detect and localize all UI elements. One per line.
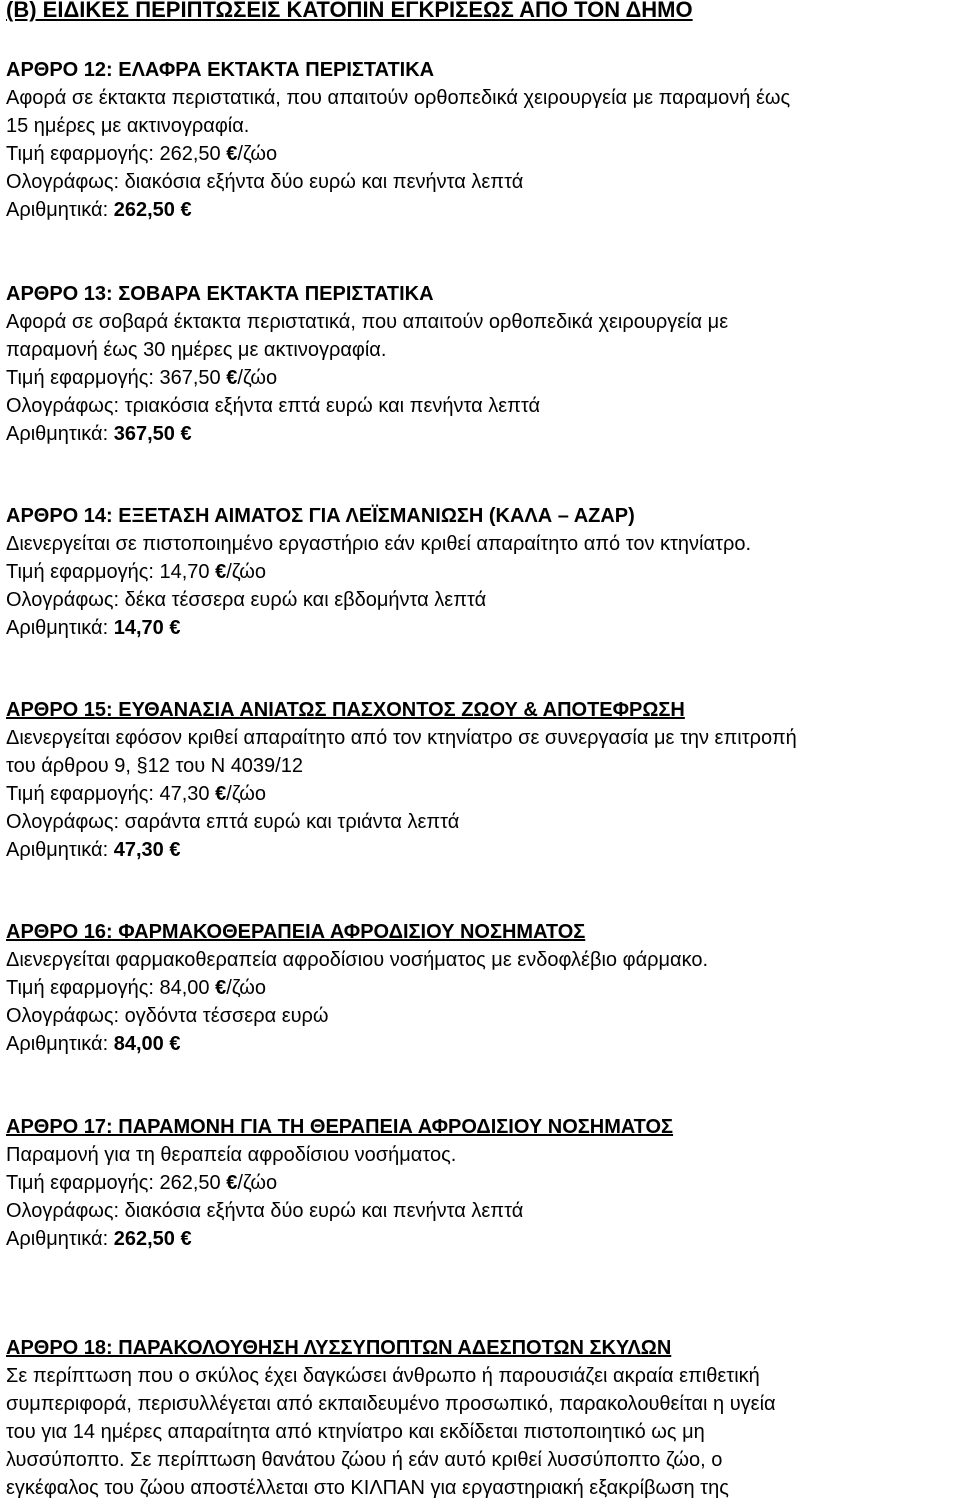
numeric-line (6, 614, 958, 642)
numeric-label: Αριθμητικά: (6, 1033, 109, 1055)
euro-sign: € (169, 1033, 181, 1055)
article-14 (6, 502, 958, 642)
euro-sign: € (226, 1172, 238, 1194)
numeric-line (6, 196, 958, 224)
euro-sign: € (215, 561, 227, 583)
article-18 (6, 1334, 958, 1502)
euro-sign: € (226, 367, 238, 389)
page-title: (Β) ΕΙΔΙΚΕΣ ΠΕΡΙΠΤΩΣΕΙΣ ΚΑΤΟΠΙΝ ΕΓΚΡΙΣΕΩΣ ΑΠΟ ΤΟΝ ΔΗΜΟ (6, 0, 693, 22)
price-line (6, 140, 958, 168)
numeric-label: Αριθμητικά: (6, 423, 109, 445)
euro-sign: € (180, 199, 192, 221)
article-description-line: Διενεργείται φαρμακοθεραπεία αφροδίσιου νοσήματος με ενδοφλέβιο φάρμακο. (6, 949, 709, 971)
numeric-line (6, 1030, 958, 1058)
price-value: 47,30 (159, 783, 210, 805)
article-title: ΑΡΘΡΟ 18: ΠΑΡΑΚΟΛΟΥΘΗΣΗ ΛΥΣΣΥΠΟΠΤΩΝ ΑΔΕΣΠΟΤΩΝ ΣΚΥΛΩΝ (6, 1337, 672, 1359)
article-description-line: 15 ημέρες με ακτινογραφία. (6, 115, 250, 137)
article-description-line: Σε περίπτωση που ο σκύλος έχει δαγκώσει άνθρωπο ή παρουσιάζει ακραία επιθετική (6, 1365, 760, 1387)
price-label: Τιμή εφαρμογής: (6, 561, 154, 583)
article-description-line: εγκέφαλος του ζώου αποστέλλεται στο ΚΙΛΠΑΝ για εργαστηριακή εξακρίβωση της (6, 1477, 729, 1499)
words-line (6, 808, 958, 836)
price-line (6, 780, 958, 808)
article-title: ΑΡΘΡΟ 15: ΕΥΘΑΝΑΣΙΑ ΑΝΙΑΤΩΣ ΠΑΣΧΟΝΤΟΣ ΖΩΟΥ & ΑΠΟΤΕΦΡΩΣΗ (6, 699, 685, 721)
price-value: 262,50 (159, 143, 221, 165)
words-value: δέκα τέσσερα ευρώ και εβδομήντα λεπτά (124, 589, 487, 611)
words-value: διακόσια εξήντα δύο ευρώ και πενήντα λεπτά (124, 1200, 524, 1222)
article-12 (6, 56, 958, 224)
numeric-value: 262,50 (113, 199, 175, 221)
price-line (6, 974, 958, 1002)
euro-sign: € (169, 839, 181, 861)
article-15 (6, 696, 958, 864)
words-line (6, 586, 958, 614)
price-line (6, 1169, 958, 1197)
numeric-value: 367,50 (113, 423, 175, 445)
words-value: σαράντα επτά ευρώ και τριάντα λεπτά (124, 811, 460, 833)
price-line (6, 558, 958, 586)
words-label: Ολογράφως: (6, 395, 120, 417)
euro-sign: € (215, 977, 227, 999)
numeric-label: Αριθμητικά: (6, 839, 109, 861)
article-description-line: παραμονή έως 30 ημέρες με ακτινογραφία. (6, 339, 387, 361)
words-line (6, 1002, 958, 1030)
euro-sign: € (215, 783, 227, 805)
numeric-value: 262,50 (113, 1228, 175, 1250)
price-label: Τιμή εφαρμογής: (6, 783, 154, 805)
article-16 (6, 918, 958, 1058)
price-value: 262,50 (159, 1172, 221, 1194)
per-animal-label: /ζώο (226, 977, 267, 999)
article-description-line: Αφορά σε έκτακτα περιστατικά, που απαιτούν ορθοπεδικά χειρουργεία με παραμονή έως (6, 87, 791, 109)
per-animal-label: /ζώο (226, 783, 267, 805)
article-description-line: του άρθρου 9, §12 του Ν 4039/12 (6, 755, 303, 777)
numeric-line (6, 836, 958, 864)
article-17 (6, 1113, 958, 1253)
document-page (6, 0, 958, 1499)
words-line (6, 392, 958, 420)
numeric-label: Αριθμητικά: (6, 1228, 109, 1250)
euro-sign: € (180, 1228, 192, 1250)
euro-sign: € (226, 143, 238, 165)
euro-sign: € (169, 617, 181, 639)
article-title: ΑΡΘΡΟ 13: ΣΟΒΑΡΑ ΕΚΤΑΚΤΑ ΠΕΡΙΣΤΑΤΙΚΑ (6, 283, 434, 305)
per-animal-label: /ζώο (237, 367, 278, 389)
article-description-line: λυσσύποπτο. Σε περίπτωση θανάτου ζώου ή εάν αυτό κριθεί λυσσύποπτο ζώο, ο (6, 1449, 723, 1471)
article-description-line: Διενεργείται εφόσον κριθεί απαραίτητο από τον κτηνίατρο σε συνεργασία με την επιτροπή (6, 727, 797, 749)
price-label: Τιμή εφαρμογής: (6, 143, 154, 165)
article-description-line: του για 14 ημέρες απαραίτητα από κτηνίατρο και εκδίδεται πιστοποιητικό ως μη (6, 1421, 705, 1443)
article-title: ΑΡΘΡΟ 16: ΦΑΡΜΑΚΟΘΕΡΑΠΕΙΑ ΑΦΡΟΔΙΣΙΟΥ ΝΟΣΗΜΑΤΟΣ (6, 921, 586, 943)
article-title: ΑΡΘΡΟ 14: ΕΞΕΤΑΣΗ ΑΙΜΑΤΟΣ ΓΙΑ ΛΕΪΣΜΑΝΙΩΣΗ (ΚΑΛΑ – ΑΖΑΡ) (6, 505, 635, 527)
words-value: τριακόσια εξήντα επτά ευρώ και πενήντα λεπτά (124, 395, 541, 417)
words-value: διακόσια εξήντα δύο ευρώ και πενήντα λεπτά (124, 171, 524, 193)
per-animal-label: /ζώο (237, 143, 278, 165)
price-label: Τιμή εφαρμογής: (6, 1172, 154, 1194)
words-label: Ολογράφως: (6, 589, 120, 611)
numeric-value: 14,70 (113, 617, 164, 639)
price-label: Τιμή εφαρμογής: (6, 367, 154, 389)
article-description-line: Παραμονή για τη θεραπεία αφροδίσιου νοσήματος. (6, 1144, 457, 1166)
per-animal-label: /ζώο (237, 1172, 278, 1194)
numeric-line (6, 420, 958, 448)
price-value: 84,00 (159, 977, 210, 999)
price-label: Τιμή εφαρμογής: (6, 977, 154, 999)
numeric-value: 47,30 (113, 839, 164, 861)
price-value: 14,70 (159, 561, 210, 583)
words-value: ογδόντα τέσσερα ευρώ (124, 1005, 329, 1027)
per-animal-label: /ζώο (226, 561, 267, 583)
article-description-line: συμπεριφορά, περισυλλέγεται από εκπαιδευμένο προσωπικό, παρακολουθείται η υγεία (6, 1393, 776, 1415)
numeric-line (6, 1225, 958, 1253)
words-label: Ολογράφως: (6, 1200, 120, 1222)
words-line (6, 168, 958, 196)
words-label: Ολογράφως: (6, 1005, 120, 1027)
euro-sign: € (180, 423, 192, 445)
words-label: Ολογράφως: (6, 811, 120, 833)
article-description-line: Αφορά σε σοβαρά έκτακτα περιστατικά, που απαιτούν ορθοπεδικά χειρουργεία με (6, 311, 729, 333)
words-line (6, 1197, 958, 1225)
article-title: ΑΡΘΡΟ 17: ΠΑΡΑΜΟΝΗ ΓΙΑ ΤΗ ΘΕΡΑΠΕΙΑ ΑΦΡΟΔΙΣΙΟΥ ΝΟΣΗΜΑΤΟΣ (6, 1116, 674, 1138)
numeric-value: 84,00 (113, 1033, 164, 1055)
article-13 (6, 280, 958, 448)
numeric-label: Αριθμητικά: (6, 199, 109, 221)
numeric-label: Αριθμητικά: (6, 617, 109, 639)
article-title: ΑΡΘΡΟ 12: ΕΛΑΦΡΑ ΕΚΤΑΚΤΑ ΠΕΡΙΣΤΑΤΙΚΑ (6, 59, 435, 81)
words-label: Ολογράφως: (6, 171, 120, 193)
price-value: 367,50 (159, 367, 221, 389)
price-line (6, 364, 958, 392)
article-description-line: Διενεργείται σε πιστοποιημένο εργαστήριο εάν κριθεί απαραίτητο από τον κτηνίατρο. (6, 533, 752, 555)
